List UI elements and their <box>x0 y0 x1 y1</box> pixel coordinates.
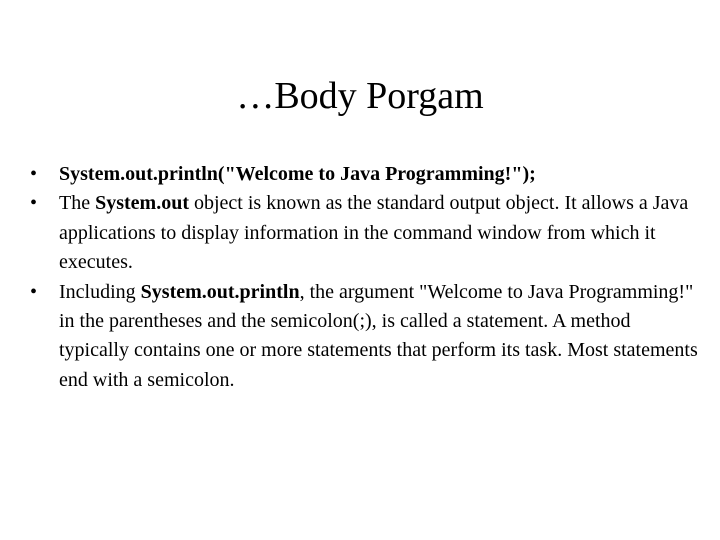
bullet-text-lead: The <box>59 192 96 215</box>
bullet-item-system-out <box>30 189 700 277</box>
bullet-marker: • <box>30 192 38 215</box>
bullet-text-keyword: System.out <box>95 192 189 215</box>
bullet-marker: • <box>30 280 38 303</box>
bullet-marker: • <box>30 163 38 185</box>
bullet-text-lead: Including <box>59 280 141 303</box>
bullet-text-keyword: System.out.println <box>140 280 300 303</box>
slide-title: …Body Porgam <box>236 75 484 117</box>
bullet-item-statement <box>30 278 700 396</box>
bullet-text-rest: object is known as the standard output object. It allows a Java applications to display information in the command window from which it executes. <box>59 192 689 274</box>
bullet-list <box>30 160 700 395</box>
bullet-text-rest: , the argument "Welcome to Java Programming!" in the parentheses and the semicolon(;), is called a statement. A method typically contains one or more statements that perform its task. Most statements end with a semicolon. <box>59 280 698 391</box>
bullet-code-statement: System.out.println("Welcome to Java Programming!"); <box>59 163 536 185</box>
bullet-item-println <box>30 160 700 189</box>
